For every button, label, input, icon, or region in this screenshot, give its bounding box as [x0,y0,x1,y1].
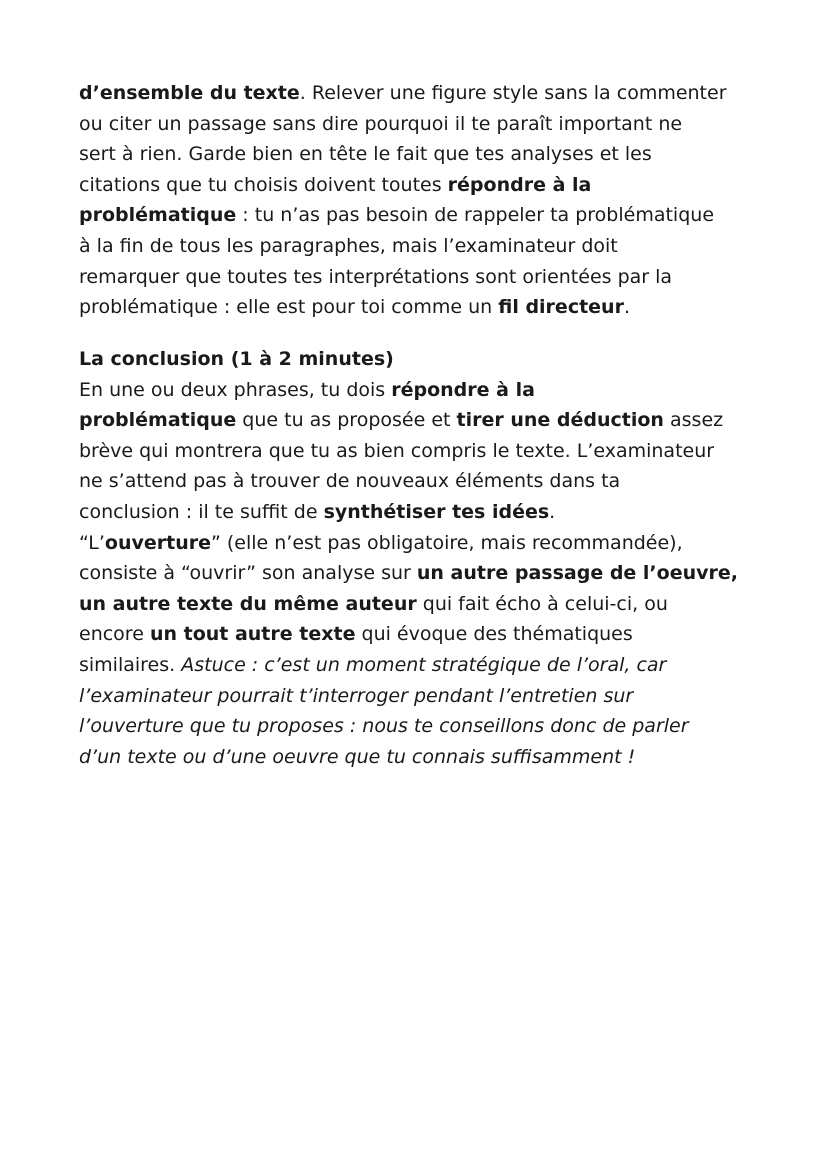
text-run: un tout autre texte [149,623,356,646]
text-line [79,558,759,589]
text-run: d’un texte ou d’une oeuvre que tu connais suffisamment ! [79,745,636,768]
text-run: l’examinateur pourrait t’interroger pendant l’entretien sur [79,684,634,707]
conclusion-section [79,344,759,772]
text-run: Astuce : c’est un moment stratégique de l’oral, car [181,653,667,676]
text-run: qui évoque des thématiques [355,623,633,646]
text-line [79,681,759,712]
text-line [79,711,759,742]
text-run: : tu n’as pas besoin de rappeler ta problématique [236,204,715,227]
text-run: ouverture [104,531,211,554]
text-run: d’ensemble du texte [79,82,300,104]
text-run: conclusion : il te suffit de [79,500,324,523]
text-run: que tu as proposée et [236,409,457,432]
text-run: brève qui montrera que tu as bien compris le texte. L’examinateur [79,439,715,462]
text-run: En une ou deux phrases, tu dois [79,378,392,401]
text-run: tirer une déduction [456,409,664,432]
text-run: ” (elle n’est pas obligatoire, mais recommandée), [210,531,683,554]
text-line [79,200,759,231]
text-run: qui fait écho à celui-ci, ou [416,592,668,615]
text-line [79,589,759,620]
text-run: l’ouverture que tu proposes : nous te conseillons donc de parler [79,715,689,738]
body-paragraph [79,78,759,323]
text-line [79,528,759,559]
text-run: fil directeur [498,296,624,319]
text-run: ou citer un passage sans dire pourquoi il te paraît important ne [79,112,683,135]
text-run: un autre texte du même auteur [79,592,417,615]
text-line [79,170,759,201]
text-line [79,436,759,467]
text-run: répondre à la [447,173,592,196]
text-line [79,78,759,109]
text-line [79,292,759,323]
text-run: ne s’attend pas à trouver de nouveaux éléments dans ta [79,470,621,493]
text-line [79,139,759,170]
text-run: un autre passage de l’oeuvre, [416,562,738,585]
text-run: remarquer que toutes tes interprétations sont orientées par la [79,265,673,288]
text-run: assez [663,409,724,432]
text-line [79,742,759,773]
section-heading: La conclusion (1 à 2 minutes) [79,348,394,370]
text-run: synthétiser tes idées [323,500,550,523]
text-run: problématique [79,409,237,432]
text-line [79,466,759,497]
text-line [79,405,759,436]
text-line [79,375,759,406]
text-run: consiste à “ouvrir” son analyse sur [79,562,417,585]
text-run: problématique : elle est pour toi comme un [79,296,499,319]
text-run: similaires. [79,653,182,676]
text-line [79,650,759,681]
text-run: . Relever une figure style sans la commenter [299,82,727,104]
text-run: . [549,500,556,523]
text-line [79,109,759,140]
text-run: répondre à la [391,378,535,401]
text-run: “L’ [79,531,105,554]
text-run: encore [79,623,150,646]
text-run: problématique [79,204,237,227]
text-line [79,231,759,262]
text-line [79,619,759,650]
text-run: citations que tu choisis doivent toutes [79,173,448,196]
text-line [79,497,759,528]
text-run: . [623,296,630,319]
text-run: sert à rien. Garde bien en tête le fait que tes analyses et les [79,143,652,166]
text-line [79,262,759,293]
text-run: à la fin de tous les paragraphes, mais l’examinateur doit [79,234,618,257]
